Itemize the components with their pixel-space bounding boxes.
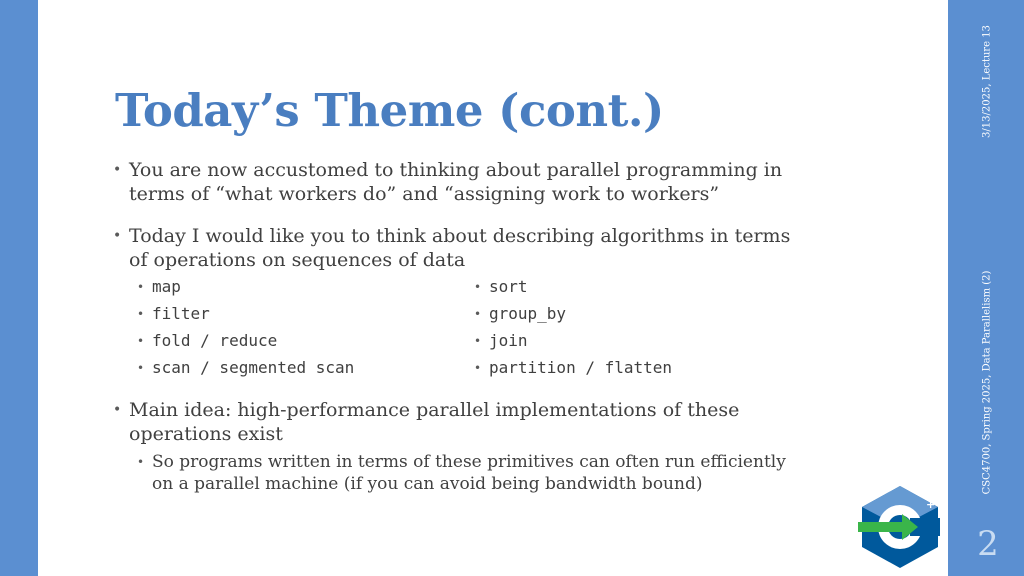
bullet-3-line-2: operations exist [129, 423, 283, 445]
sub-bullet-dot: • [137, 361, 145, 375]
op-label: scan / segmented scan [152, 358, 355, 377]
op-label: fold / reduce [152, 331, 278, 350]
sub-bullet-line-1: So programs written in terms of these primitives can often run efficiently [152, 452, 786, 472]
op-label: filter [152, 304, 210, 323]
op-label: map [152, 277, 181, 296]
bullet-2-line-1: Today I would like you to think about describing algorithms in terms [129, 225, 791, 247]
date-label: 3/13/2025, Lecture 13 [981, 25, 993, 138]
sub-bullet-dot: • [474, 361, 482, 375]
op-label: group_by [489, 304, 567, 323]
slide-title: Today’s Theme (cont.) [115, 84, 664, 137]
sub-bullet-dot: • [137, 455, 145, 469]
course-label: CSC4700, Spring 2025, Data Parallelism (2) [981, 270, 993, 495]
op-label: sort [489, 277, 528, 296]
sub-bullet-dot: • [137, 334, 145, 348]
logo-plus-text: ++ [926, 498, 945, 511]
bullet-2-line-2: of operations on sequences of data [129, 249, 466, 271]
sub-bullet-dot: • [137, 280, 145, 294]
sub-bullet-dot: • [474, 334, 482, 348]
bullet-3-line-1: Main idea: high-performance parallel implementations of these [129, 399, 740, 421]
cpp-logo-icon [858, 484, 945, 570]
page-number: 2 [977, 524, 999, 564]
bullet-dot: • [113, 402, 122, 418]
bullet-dot: • [113, 228, 122, 244]
left-accent-bar [0, 0, 38, 576]
op-label: partition / flatten [489, 358, 673, 377]
bullet-dot: • [113, 162, 122, 178]
sub-bullet-dot: • [474, 307, 482, 321]
bullet-1-line-1: You are now accustomed to thinking about parallel programming in [129, 159, 783, 181]
op-label: join [489, 331, 528, 350]
sub-bullet-dot: • [137, 307, 145, 321]
bullet-1-line-2: terms of “what workers do” and “assigning work to workers” [129, 183, 720, 205]
sub-bullet-dot: • [474, 280, 482, 294]
sub-bullet-line-2: on a parallel machine (if you can avoid being bandwidth bound) [152, 474, 703, 494]
